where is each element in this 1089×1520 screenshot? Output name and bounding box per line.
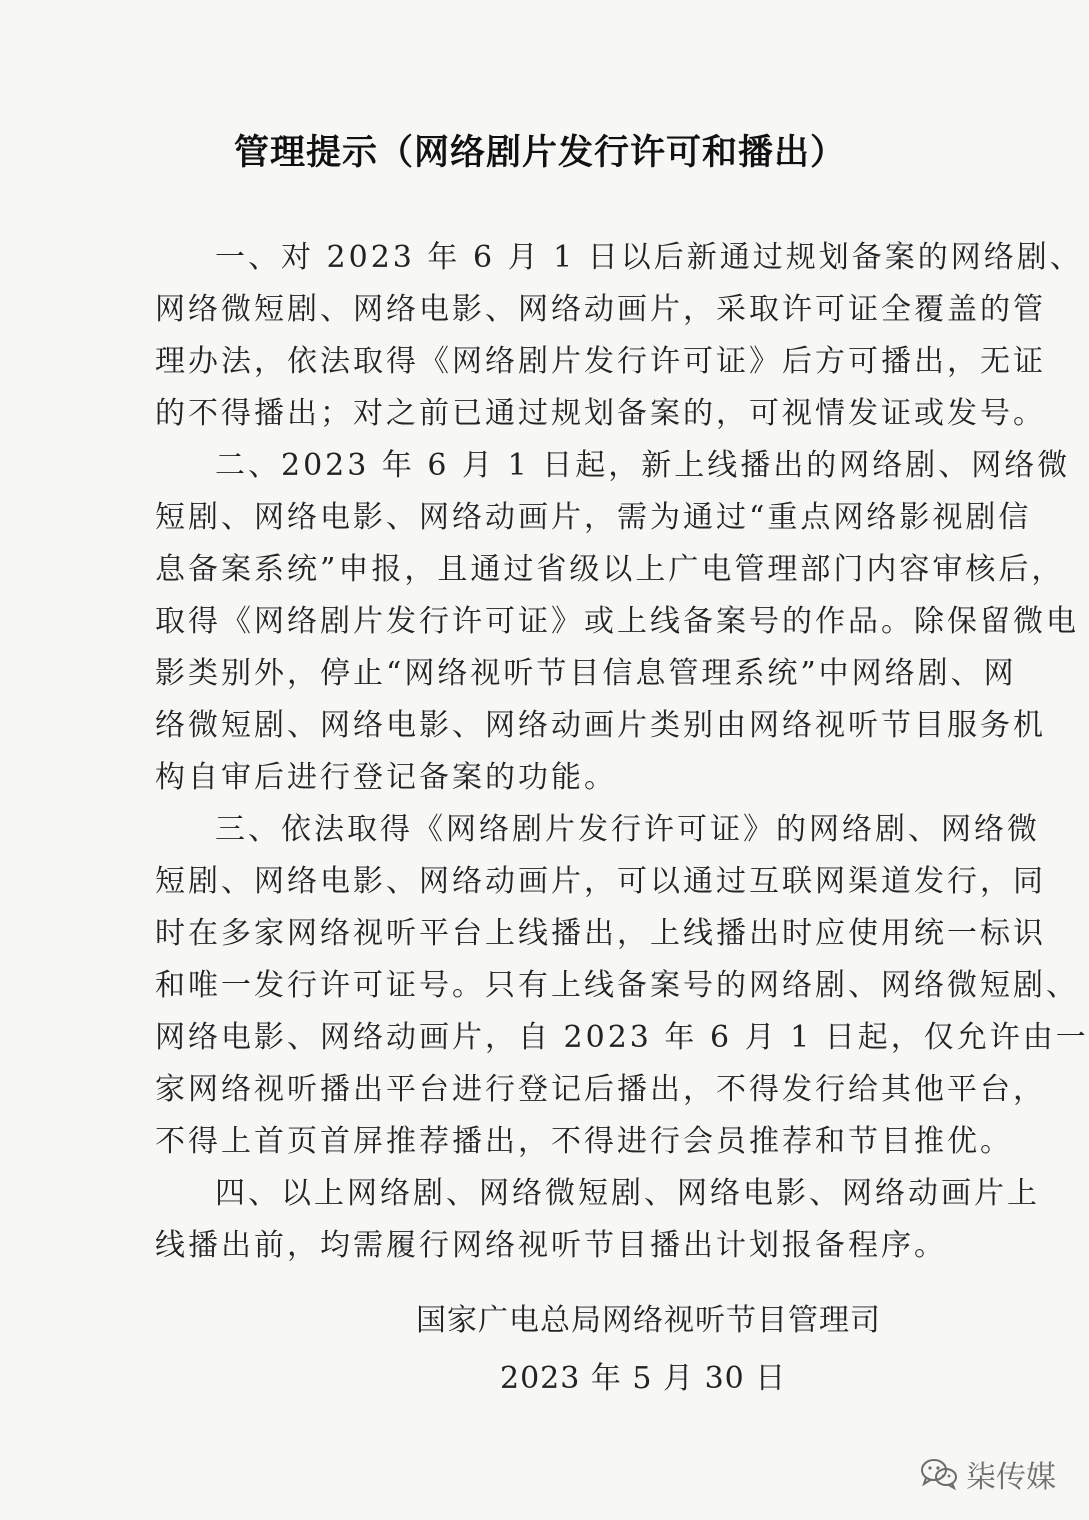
watermark	[920, 1452, 1056, 1496]
text-line: 取得《网络剧片发行许可证》或上线备案号的作品。除保留微电	[155, 604, 1079, 639]
issue-date: 2023 年 5 月 30 日	[500, 1361, 787, 1396]
text-line: 网络电影、网络动画片，自 2023 年 6 月 1 日起，仅允许由一	[155, 1020, 1089, 1055]
text-line: 不得上首页首屏推荐播出，不得进行会员推荐和节目推优。	[155, 1124, 1013, 1159]
text-line: 络微短剧、网络电影、网络动画片类别由网络视听节目服务机	[155, 708, 1046, 743]
page-title: 管理提示（网络剧片发行许可和播出）	[233, 133, 846, 173]
text-line: 线播出前，均需履行网络视听节目播出计划报备程序。	[155, 1228, 947, 1263]
text-line: 四、以上网络剧、网络微短剧、网络电影、网络动画片上	[215, 1176, 1040, 1211]
text-line: 构自审后进行登记备案的功能。	[155, 760, 617, 795]
watermark-text: 柒传媒	[966, 1460, 1056, 1495]
text-line: 短剧、网络电影、网络动画片，可以通过互联网渠道发行，同	[155, 864, 1046, 899]
text-line: 三、依法取得《网络剧片发行许可证》的网络剧、网络微	[215, 812, 1040, 847]
text-line: 家网络视听播出平台进行登记后播出，不得发行给其他平台，	[155, 1072, 1046, 1107]
text-line: 息备案系统”申报，且通过省级以上广电管理部门内容审核后，	[155, 552, 1065, 587]
text-line: 理办法，依法取得《网络剧片发行许可证》后方可播出，无证	[155, 344, 1046, 379]
text-line: 的不得播出；对之前已通过规划备案的，可视情发证或发号。	[155, 396, 1046, 431]
issuer: 国家广电总局网络视听节目管理司	[416, 1303, 881, 1338]
text-line: 和唯一发行许可证号。只有上线备案号的网络剧、网络微短剧、	[155, 968, 1079, 1003]
wechat-icon	[920, 1458, 958, 1490]
text-line: 影类别外，停止“网络视听节目信息管理系统”中网络剧、网	[155, 656, 1017, 691]
document-body	[155, 232, 1089, 1272]
text-line: 二、2023 年 6 月 1 日起，新上线播出的网络剧、网络微	[215, 448, 1071, 483]
text-line: 短剧、网络电影、网络动画片，需为通过“重点网络影视剧信	[155, 500, 1032, 535]
text-line: 网络微短剧、网络电影、网络动画片，采取许可证全覆盖的管	[155, 292, 1046, 327]
text-line: 一、对 2023 年 6 月 1 日以后新通过规划备案的网络剧、	[215, 240, 1083, 275]
text-line: 时在多家网络视听平台上线播出，上线播出时应使用统一标识	[155, 916, 1046, 951]
